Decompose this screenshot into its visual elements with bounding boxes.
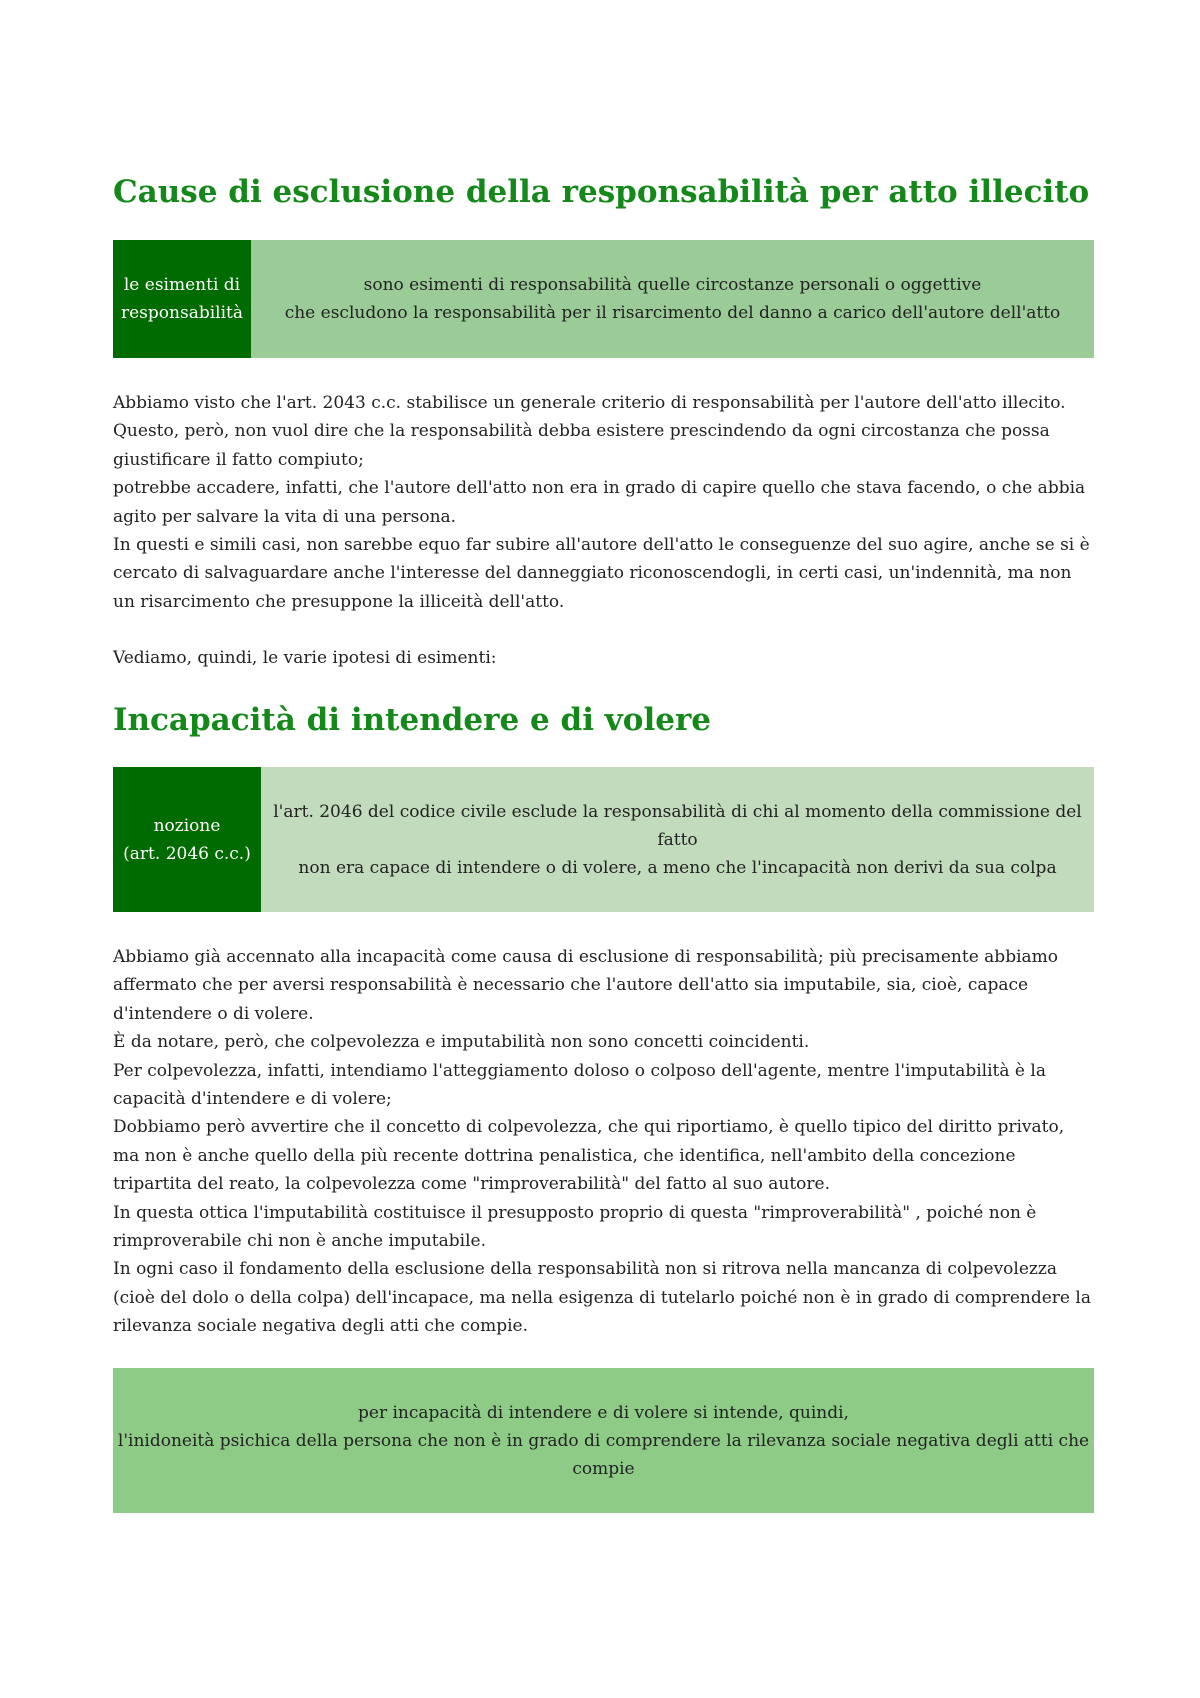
summary-box <box>113 1368 1094 1513</box>
intro-paragraph: Vediamo, quindi, le varie ipotesi di esimenti: <box>113 648 497 669</box>
definition-text <box>251 240 1094 358</box>
paragraph: Abbiamo già accennato alla incapacità come causa di esclusione di responsabilità; più precisamente abbiamo affermato che per aversi responsabilità è necessario che l'autore dell'atto sia imputabile, sia, cioè, capace d'intendere o di volere. <box>113 947 1059 1024</box>
body-text-section1 <box>113 389 1094 673</box>
paragraph: In questa ottica l'imputabilità costituisce il presupposto proprio di questa "rimproverabilità" , poiché non è rimproverabile chi non è anche imputabile. <box>113 1202 1037 1252</box>
section-title-cause-esclusione: Cause di esclusione della responsabilità per atto illecito <box>113 174 1090 210</box>
definition-label <box>113 767 261 912</box>
definition-label-line: (art. 2046 c.c.) <box>123 843 251 864</box>
paragraph: Per colpevolezza, infatti, intendiamo l'atteggiamento doloso o colposo dell'agente, mentre l'imputabilità è la capacità d'intendere e di volere; <box>113 1060 1046 1110</box>
body-text-section2 <box>113 943 1094 1341</box>
definition-text-line: l'art. 2046 del codice civile esclude la responsabilità di chi al momento della commissione del fatto <box>273 801 1082 850</box>
definition-box-esimenti <box>113 240 1094 358</box>
paragraph: Questo, però, non vuol dire che la responsabilità debba esistere prescindendo da ogni circostanza che possa giustificare il fatto compiuto; <box>113 421 1050 470</box>
paragraph: È da notare, però, che colpevolezza e imputabilità non sono concetti coincidenti. <box>113 1032 810 1053</box>
definition-text <box>261 767 1094 912</box>
paragraph: Abbiamo visto che l'art. 2043 c.c. stabilisce un generale criterio di responsabilità per l'autore dell'atto illecito. <box>113 393 1066 413</box>
definition-box-nozione <box>113 767 1094 912</box>
definition-label <box>113 240 251 358</box>
paragraph: In ogni caso il fondamento della esclusione della responsabilità non si ritrova nella mancanza di colpevolezza (cioè del dolo o della colpa) dell'incapace, ma nella esigenza di tutelarlo poiché non è in grado di comprendere la rilevanza sociale negativa degli atti che compie. <box>113 1259 1091 1337</box>
definition-label-line: nozione <box>153 815 221 836</box>
definition-label-line: responsabilità <box>121 303 243 323</box>
paragraph: Dobbiamo però avvertire che il concetto di colpevolezza, che qui riportiamo, è quello tipico del diritto privato, ma non è anche quello della più recente dottrina penalistica, che identifica, nell'ambito della concezione tripartita del reato, la colpevolezza come "rimproverabilità" del fatto al suo autore. <box>113 1117 1065 1195</box>
paragraph: potrebbe accadere, infatti, che l'autore dell'atto non era in grado di capire quello che stava facendo, o che abbia agito per salvare la vita di una persona. <box>113 478 1086 527</box>
definition-label-line: le esimenti di <box>123 275 241 295</box>
definition-text-line: che escludono la responsabilità per il risarcimento del danno a carico dell'autore dell'atto <box>284 303 1061 323</box>
definition-text-line: sono esimenti di responsabilità quelle circostanze personali o oggettive <box>363 275 982 295</box>
definition-text-line: non era capace di intendere o di volere, a meno che l'incapacità non derivi da sua colpa <box>298 857 1057 878</box>
section-title-incapacita: Incapacità di intendere e di volere <box>113 702 712 738</box>
paragraph: In questi e simili casi, non sarebbe equo far subire all'autore dell'atto le conseguenze del suo agire, anche se si è cercato di salvaguardare anche l'interesse del danneggiato riconoscendogli, in certi casi, un'indennità, ma non un risarcimento che presuppone la illiceità dell'atto. <box>113 535 1090 612</box>
summary-line: l'inidoneità psichica della persona che non è in grado di comprendere la rilevanza sociale negativa degli atti che compie <box>117 1430 1090 1479</box>
summary-line: per incapacità di intendere e di volere si intende, quindi, <box>358 1402 849 1423</box>
